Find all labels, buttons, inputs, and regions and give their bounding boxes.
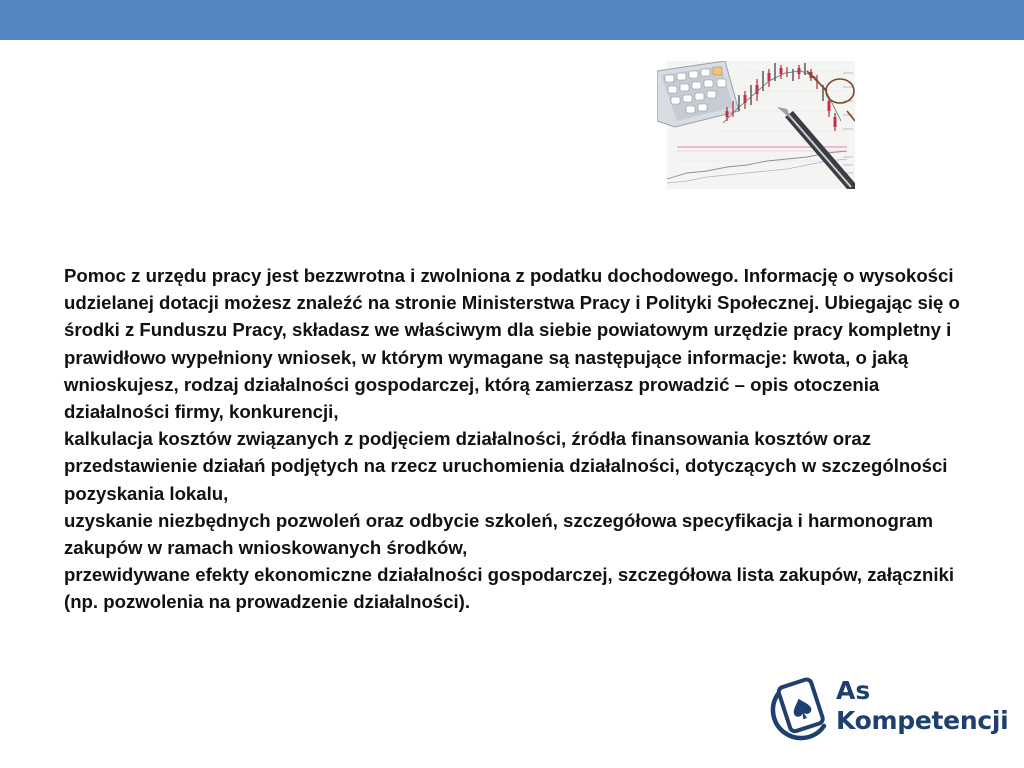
paragraph-costs: kalkulacja kosztów związanych z podjęciem działalności, źródła finansowania kosztów oraz przedstawienie działań podjętych na rzecz uruchomienia działalności, dotyczących w szczególności pozyskania lokalu, (64, 428, 948, 504)
logo-line-as: As (836, 676, 871, 705)
paragraph-effects: przewidywane efekty ekonomiczne działalności gospodarczej, szczegółowa lista zakupów, załączniki (np. pozwolenia na prowadzenie działalności). (64, 564, 955, 613)
top-accent-bar (0, 0, 1024, 40)
paragraph-permits: uzyskanie niezbędnych pozwoleń oraz odbycie szkoleń, szczegółowa specyfikacja i harmonogram zakupów w ramach wnioskowanych środków, (64, 509, 933, 559)
logo-text (836, 676, 1008, 736)
body-text (64, 262, 974, 616)
paragraph-intro: Pomoc z urzędu pracy jest bezzwrotna i zwolniona z podatku dochodowego. Informację o wysokości udzielanej dotacji możesz znaleźć na stronie Ministerstwa Pracy i Polityki Społecznej. Ubiegając się o środki z Funduszu Pracy, składasz we właściwym dla siebie powiatowym urzędzie pracy kompletny i prawidłowo wypełniony wniosek, w którym wymagane są następujące informacje: kwota, o jaką wnioskujesz, rodzaj działalności gospodarczej, którą zamierzasz prowadzić – opis otoczenia działalności firmy, konkurencji, (64, 265, 960, 423)
finance-image (657, 61, 855, 189)
spade-card-icon (768, 672, 838, 744)
logo-line-kompetencji: Kompetencji (836, 706, 1009, 735)
